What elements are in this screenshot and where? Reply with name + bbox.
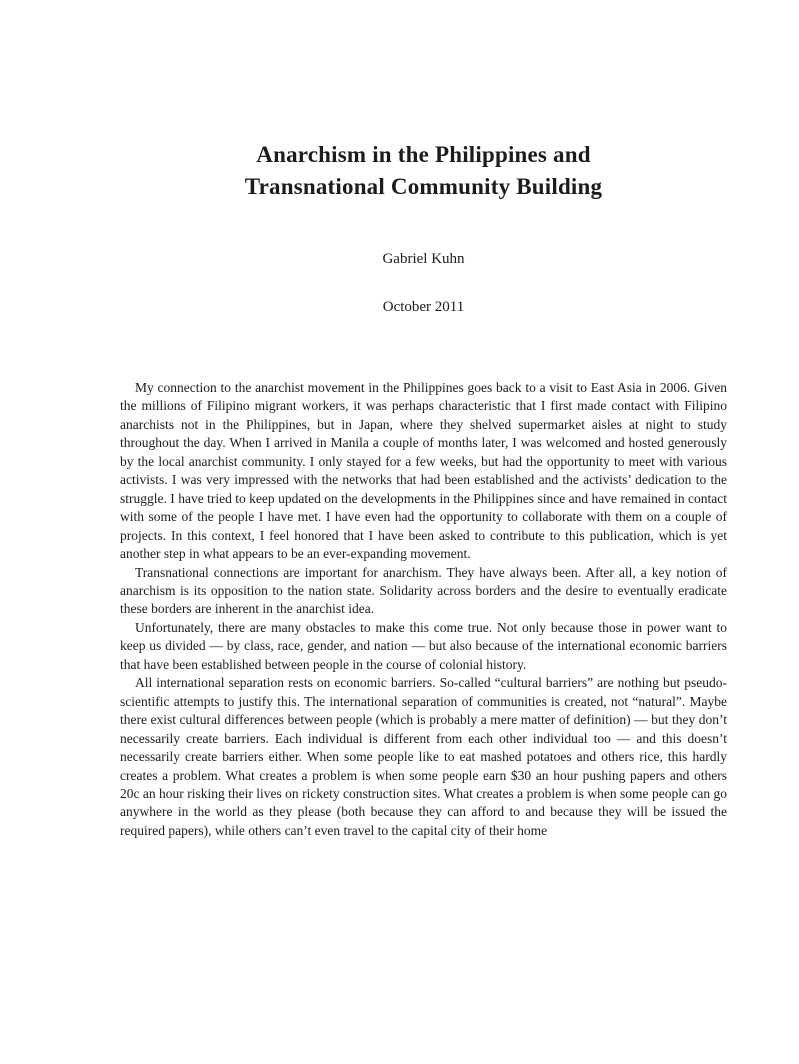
title-line-1: Anarchism in the Philippines and — [256, 142, 591, 167]
paragraph-4: All international separation rests on economic barriers. So-called “cultural barriers” are nothing but pseudo-scientific attempts to justify this. The international separation of communities is created, not “natural”. Maybe there exist cultural differences between people (which is probably a mere matter of definition) — but they don’t necessarily create barriers. Each individual is different from each other individual too — and this doesn’t necessarily create barriers either. When some people like to eat mashed potatoes and others rice, this hardly creates a problem. What creates a problem is when some people earn $30 an hour pushing papers and others 20c an hour risking their lives on rickety construction sites. What creates a problem is when some people can go anywhere in the world as they please (both because they can afford to and because they will be issued the required papers), while others can’t even travel to the capital city of their home — [120, 675, 727, 838]
paragraph-1: My connection to the anarchist movement in the Philippines goes back to a visit to East Asia in 2006. Given the millions of Filipino migrant workers, it was perhaps characteristic that I first made contact with Filipino anarchists not in the Philippines, but in Japan, where they shelved supermarket aisles at night to study throughout the day. When I arrived in Manila a couple of months later, I was welcomed and hosted generously by the local anarchist community. I only stayed for a few weeks, but had the opportunity to meet with various activists. I was very impressed with the networks that had been established and the activists’ dedication to the struggle. I have tried to keep updated on the developments in the Philippines since and have remained in contact with some of the people I have met. I have even had the opportunity to collaborate with them on a couple of projects. In this context, I feel honored that I have been asked to contribute to this publication, which is yet another step in what appears to be an ever-expanding movement. — [120, 380, 727, 562]
paragraph-3: Unfortunately, there are many obstacles to make this come true. Not only because those in power want to keep us divided — by class, race, gender, and nation — but also because of the international economic barriers that have been established between people in the course of colonial history. — [120, 619, 727, 672]
author-name: Gabriel Kuhn — [382, 251, 465, 267]
publication-date: October 2011 — [382, 299, 465, 315]
document-title — [120, 139, 727, 203]
title-line-2: Transnational Community Building — [244, 174, 603, 199]
paragraph-2: Transnational connections are important for anarchism. They have always been. After all, a key notion of anarchism is its opposition to the nation state. Solidarity across borders and the desire to eventually eradicate these borders are inherent in the anarchist idea. — [120, 564, 727, 617]
document-body — [120, 379, 727, 840]
text-column — [120, 0, 727, 1064]
